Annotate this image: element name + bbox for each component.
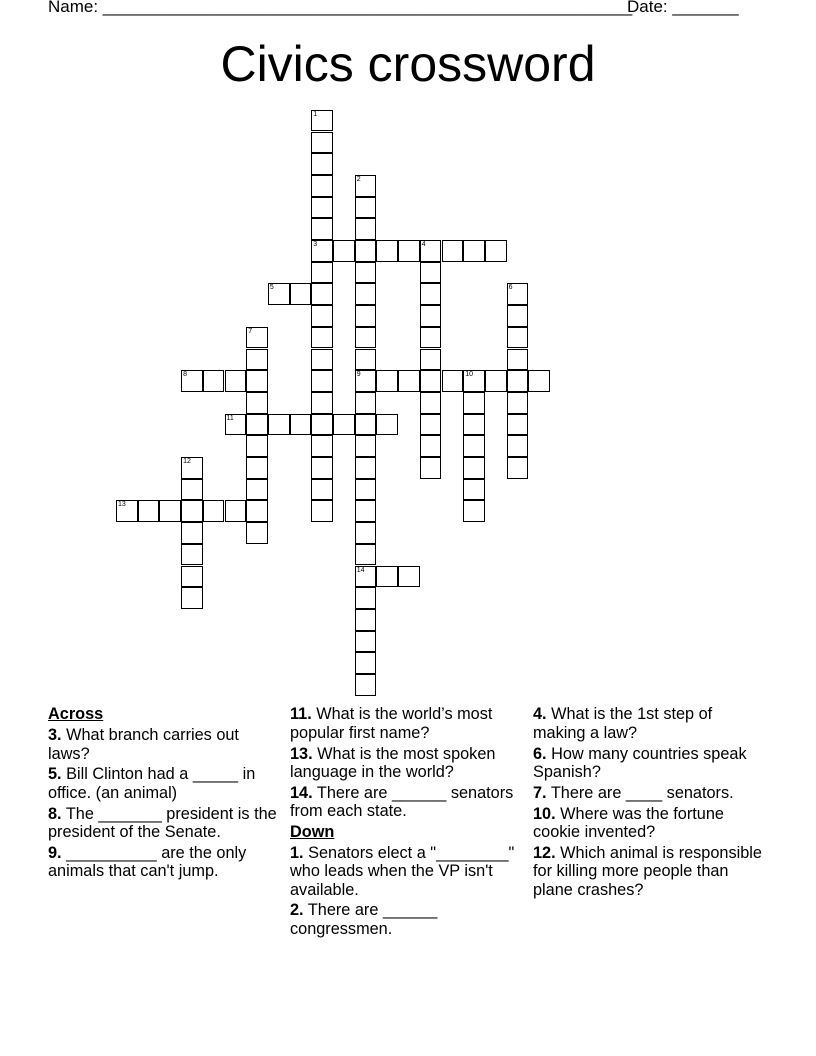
crossword-cell[interactable] [420, 240, 442, 262]
crossword-cell[interactable] [311, 132, 333, 154]
clue-text: There are ______ congressmen. [290, 901, 438, 938]
crossword-cell[interactable] [376, 240, 398, 262]
crossword-cell[interactable] [355, 240, 377, 262]
crossword-cell[interactable] [246, 435, 268, 457]
crossword-cell[interactable] [355, 566, 377, 588]
crossword-cell[interactable] [420, 392, 442, 414]
clue-number: 8. [48, 804, 62, 823]
clue-number-label: 8 [183, 371, 187, 379]
crossword-cell[interactable] [290, 283, 312, 305]
crossword-cell[interactable] [463, 414, 485, 436]
crossword-cell[interactable] [420, 305, 442, 327]
crossword-cell[interactable] [355, 479, 377, 501]
crossword-cell[interactable] [311, 175, 333, 197]
clue-number: 1. [290, 843, 304, 862]
clue-number-label: 13 [118, 501, 126, 509]
crossword-cell[interactable] [355, 283, 377, 305]
crossword-cell[interactable] [355, 587, 377, 609]
crossword-cell[interactable] [311, 262, 333, 284]
clue-number-label: 11 [226, 414, 234, 422]
clue-text: Senators elect a "________" who leads when the VP isn't available. [290, 843, 515, 899]
crossword-cell[interactable] [311, 197, 333, 219]
clue-number-label: 5 [269, 284, 274, 292]
crossword-cell[interactable] [420, 349, 442, 371]
crossword-cell[interactable] [268, 283, 290, 305]
crossword-cell[interactable] [311, 500, 333, 522]
clue-number: 4. [533, 705, 547, 724]
crossword-cell[interactable] [333, 240, 355, 262]
clue-text: There are ______ senators from each state. [290, 783, 514, 821]
crossword-cell[interactable] [485, 370, 507, 392]
crossword-cell[interactable] [181, 587, 203, 609]
crossword-cell[interactable] [311, 305, 333, 327]
crossword-cell[interactable] [246, 414, 268, 436]
crossword-cell[interactable] [246, 500, 268, 522]
crossword-cell[interactable] [355, 349, 377, 371]
crossword-cell[interactable] [376, 566, 398, 588]
clue-number-label: 9 [356, 371, 361, 379]
crossword-cell[interactable] [225, 414, 247, 436]
crossword-cell[interactable] [311, 240, 333, 262]
clue-number-label: 14 [356, 566, 365, 574]
crossword-cell[interactable] [507, 414, 529, 436]
crossword-cell[interactable] [463, 240, 485, 262]
crossword-cell[interactable] [290, 414, 312, 436]
crossword-cell[interactable] [507, 457, 529, 479]
crossword-cell[interactable] [311, 457, 333, 479]
clue-item [48, 765, 284, 802]
crossword-cell[interactable] [507, 435, 529, 457]
crossword-cell[interactable] [246, 392, 268, 414]
crossword-cell[interactable] [355, 370, 377, 392]
crossword-cell[interactable] [355, 522, 377, 544]
crossword-cell[interactable] [376, 414, 398, 436]
crossword-cell[interactable] [420, 435, 442, 457]
crossword-cell[interactable] [203, 500, 225, 522]
clue-section-heading: Across [48, 705, 104, 724]
clue-number-label: 6 [508, 284, 513, 292]
clue-number: 14. [290, 783, 313, 802]
crossword-cell[interactable] [246, 479, 268, 501]
crossword-cell[interactable] [311, 414, 333, 436]
crossword-cell[interactable] [463, 392, 485, 414]
crossword-cell[interactable] [528, 370, 550, 392]
clue-text: What is the most spoken language in the world? [290, 744, 496, 781]
clue-text: What is the world’s most popular first name? [290, 705, 493, 742]
crossword-cell[interactable] [138, 500, 160, 522]
clue-number-label: 3 [313, 241, 318, 248]
clue-text: What branch carries out laws? [48, 726, 239, 763]
crossword-cell[interactable] [225, 370, 247, 392]
crossword-cell[interactable] [398, 240, 420, 262]
crossword-cell[interactable] [116, 500, 138, 522]
clue-item [48, 844, 284, 881]
crossword-cell[interactable] [246, 349, 268, 371]
crossword-cell[interactable] [355, 435, 377, 457]
crossword-cell[interactable] [311, 283, 333, 305]
crossword-cell[interactable] [311, 218, 333, 240]
clue-number-label: 7 [248, 327, 253, 335]
crossword-cell[interactable] [311, 110, 333, 132]
crossword-cell[interactable] [311, 153, 333, 175]
clue-number: 7. [533, 783, 547, 802]
name-field-label: Name: ________________________________________________________ [48, 0, 633, 16]
crossword-cell[interactable] [420, 327, 442, 349]
clue-number-label: 10 [465, 371, 473, 379]
crossword-cell[interactable] [420, 283, 442, 305]
page-title: Civics crossword [220, 36, 596, 92]
clue-number: 12. [533, 843, 556, 862]
clue-text: __________ are the only animals that can't jump. [48, 843, 247, 881]
crossword-cell[interactable] [355, 674, 377, 696]
clue-item [533, 784, 769, 802]
crossword-cell[interactable] [355, 457, 377, 479]
crossword-cell[interactable] [398, 566, 420, 588]
clue-number: 3. [48, 726, 62, 745]
crossword-cell[interactable] [181, 479, 203, 501]
clue-number: 10. [533, 804, 556, 823]
clue-number: 2. [290, 901, 304, 920]
clue-number-label: 12 [183, 458, 191, 465]
clue-item [290, 901, 526, 938]
crossword-cell[interactable] [376, 370, 398, 392]
crossword-cell[interactable] [398, 370, 420, 392]
clue-item [533, 844, 769, 899]
clue-text: What is the 1st step of making a law? [533, 705, 713, 742]
clue-number: 6. [533, 744, 547, 763]
crossword-cell[interactable] [355, 327, 377, 349]
crossword-cell[interactable] [420, 457, 442, 479]
crossword-cell[interactable] [442, 240, 464, 262]
crossword-cell[interactable] [463, 370, 485, 392]
crossword-cell[interactable] [355, 305, 377, 327]
clue-text: How many countries speak Spanish? [533, 744, 747, 781]
clue-item [290, 844, 526, 899]
crossword-cell[interactable] [420, 370, 442, 392]
crossword-cell[interactable] [420, 414, 442, 436]
crossword-cell[interactable] [311, 327, 333, 349]
clue-item [533, 705, 769, 742]
clue-number: 11. [290, 705, 312, 724]
crossword-cell[interactable] [246, 327, 268, 349]
crossword-cell[interactable] [203, 370, 225, 392]
crossword-cell[interactable] [181, 370, 203, 392]
crossword-cell[interactable] [507, 283, 529, 305]
crossword-cell[interactable] [355, 631, 377, 653]
crossword-cell[interactable] [355, 392, 377, 414]
clue-number-label: 2 [356, 175, 361, 183]
clue-item [290, 705, 526, 742]
clue-number: 9. [48, 843, 62, 862]
clue-text: Where was the fortune cookie invented? [533, 804, 724, 841]
crossword-cell[interactable] [442, 370, 464, 392]
crossword-cell[interactable] [246, 522, 268, 544]
crossword-cell[interactable] [333, 414, 355, 436]
clues-column-3 [533, 703, 769, 899]
crossword-cell[interactable] [507, 305, 529, 327]
crossword-cell[interactable] [225, 500, 247, 522]
crossword-cell[interactable] [355, 197, 377, 219]
clue-number: 13. [290, 744, 313, 763]
crossword-cell[interactable] [311, 349, 333, 371]
crossword-cell[interactable] [507, 370, 529, 392]
clue-item [290, 784, 526, 821]
crossword-cell[interactable] [355, 500, 377, 522]
clue-item [533, 805, 769, 842]
clue-number-label: 1 [313, 110, 318, 118]
crossword-cell[interactable] [355, 218, 377, 240]
crossword-cell[interactable] [311, 435, 333, 457]
crossword-cell[interactable] [420, 262, 442, 284]
crossword-cell[interactable] [246, 370, 268, 392]
crossword-cell[interactable] [311, 479, 333, 501]
crossword-cell[interactable] [355, 609, 377, 631]
clue-text: Which animal is responsible for killing more people than plane crashes? [533, 843, 762, 899]
crossword-cell[interactable] [507, 392, 529, 414]
crossword-cell[interactable] [181, 566, 203, 588]
clue-text: There are ____ senators. [546, 783, 734, 802]
clue-text: Bill Clinton had a _____ in office. (an animal) [48, 765, 256, 802]
clue-item [290, 745, 526, 782]
crossword-cell[interactable] [507, 327, 529, 349]
crossword-cell[interactable] [355, 175, 377, 197]
clue-number-label: 4 [421, 241, 426, 248]
crossword-cell[interactable] [246, 457, 268, 479]
crossword-cell[interactable] [507, 349, 529, 371]
crossword-cell[interactable] [355, 544, 377, 566]
crossword-cell[interactable] [181, 522, 203, 544]
clue-text: The _______ president is the president of the Senate. [48, 804, 277, 841]
clue-number: 5. [48, 765, 62, 784]
crossword-cell[interactable] [463, 500, 485, 522]
clues-column-1 [48, 703, 284, 881]
crossword-cell[interactable] [463, 457, 485, 479]
crossword-cell[interactable] [485, 240, 507, 262]
crossword-cell[interactable] [181, 544, 203, 566]
clue-section-heading: Down [290, 823, 335, 841]
crossword-cell[interactable] [268, 414, 290, 436]
crossword-cell[interactable] [355, 414, 377, 436]
crossword-cell[interactable] [181, 500, 203, 522]
clue-item [533, 745, 769, 782]
crossword-cell[interactable] [181, 457, 203, 479]
crossword-cell[interactable] [311, 392, 333, 414]
date-field-label: Date: _______ [627, 0, 739, 16]
clues-column-2 [290, 703, 526, 938]
clue-item [48, 805, 284, 842]
crossword-cell[interactable] [159, 500, 181, 522]
crossword-cell[interactable] [355, 652, 377, 674]
clue-item [48, 726, 284, 763]
crossword-cell[interactable] [355, 262, 377, 284]
crossword-cell[interactable] [463, 435, 485, 457]
crossword-cell[interactable] [311, 370, 333, 392]
crossword-cell[interactable] [463, 479, 485, 501]
